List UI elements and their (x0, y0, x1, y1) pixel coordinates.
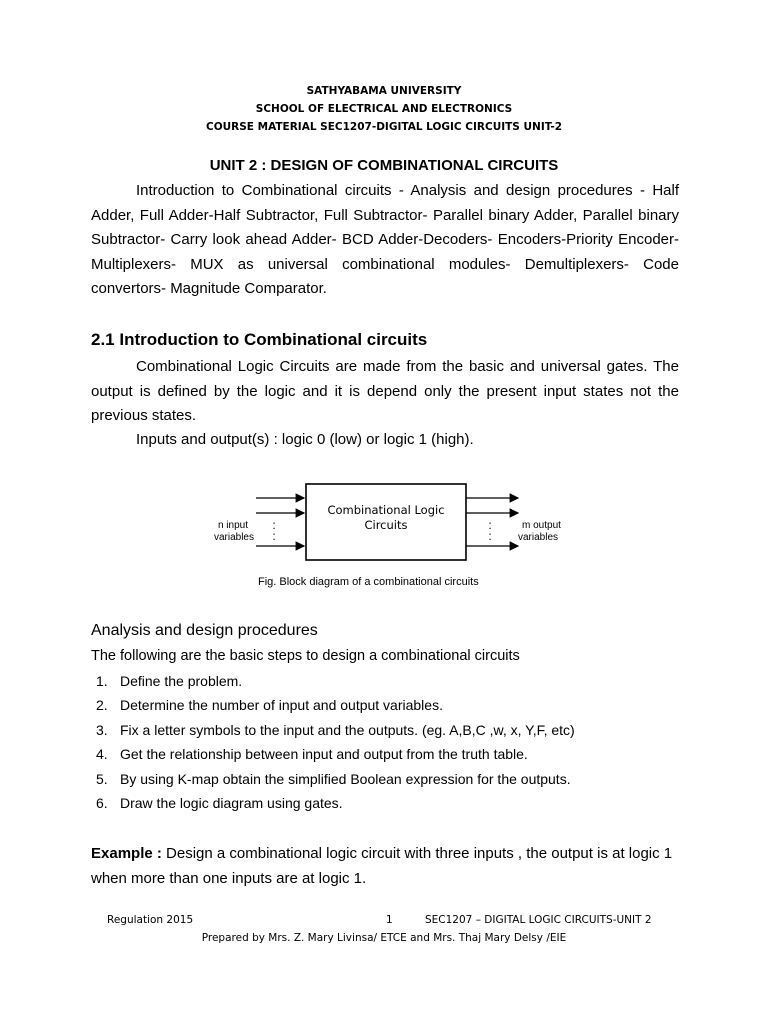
intro-line: Adder, Full Adder-Half Subtractor, Full Subtractor- Parallel binary Adder, Parallel binary (91, 206, 679, 224)
box-label-line1: Combinational Logic (327, 503, 445, 517)
example-line1 (91, 845, 672, 862)
output-dots: : (488, 518, 492, 532)
input-dots: : (272, 529, 276, 543)
course-title: COURSE MATERIAL SEC1207-DIGITAL LOGIC CIRCUITS UNIT-2 (205, 121, 563, 133)
analysis-intro: The following are the basic steps to design a combinational circuits (91, 648, 520, 664)
example-line2: when more than one inputs are at logic 1. (91, 870, 367, 887)
analysis-heading: Analysis and design procedures (91, 622, 318, 639)
step-number: 6. (96, 794, 108, 811)
list-item (96, 670, 575, 694)
list-item (96, 743, 575, 767)
section-line: Combinational Logic Circuits are made from the basic and universal gates. The (136, 358, 679, 375)
step-text: Fix a letter symbols to the input and the outputs. (eg. A,B,C ,w, x, Y,F, etc) (120, 721, 575, 738)
intro-paragraph (91, 179, 679, 302)
step-number: 2. (96, 697, 108, 714)
section-line: output is defined by the logic and it is depend only the present input states not the (91, 382, 679, 400)
list-item (96, 694, 575, 718)
step-text: Determine the number of input and output variables. (120, 697, 443, 714)
footer-prepared-by: Prepared by Mrs. Z. Mary Livinsa/ ETCE and Mrs. Thaj Mary Delsy /EIE (201, 932, 567, 944)
step-text: By using K-map obtain the simplified Boolean expression for the outputs. (120, 770, 571, 787)
step-text: Get the relationship between input and output from the truth table. (120, 746, 528, 763)
input-label-line2: variables (213, 532, 254, 543)
section-title: 2.1 Introduction to Combinational circuits (91, 330, 428, 349)
list-item (96, 768, 575, 792)
list-item (96, 719, 575, 743)
step-number: 3. (96, 721, 108, 738)
output-label-line1: m output (522, 520, 561, 531)
output-label-line2: variables (518, 532, 559, 543)
section-paragraph (91, 355, 679, 429)
figure-caption: Fig. Block diagram of a combinational circuits (258, 576, 479, 588)
step-text: Define the problem. (120, 673, 243, 689)
unit-title: UNIT 2 : DESIGN OF COMBINATIONAL CIRCUITS (209, 157, 559, 174)
input-label-line1: n input (217, 520, 248, 531)
box-label-line2: Circuits (364, 518, 408, 532)
intro-line: Introduction to Combinational circuits - Analysis and design procedures - Half (136, 182, 679, 199)
block-diagram (200, 478, 580, 574)
steps-list (96, 670, 575, 816)
output-dots: : (488, 529, 492, 543)
input-dots: : (272, 518, 276, 532)
step-number: 4. (96, 746, 108, 763)
footer-page-number: 1 (386, 914, 393, 926)
intro-line: Subtractor- Carry look ahead Adder- BCD Adder-Decoders- Encoders-Priority Encoder- (91, 231, 679, 248)
example-label: Example : (91, 845, 162, 862)
step-number: 1. (96, 673, 108, 689)
university-name: SATHYABAMA UNIVERSITY (306, 85, 462, 97)
io-line: Inputs and output(s) : logic 0 (low) or logic 1 (high). (136, 431, 474, 448)
section-line: previous states. (91, 407, 197, 424)
list-item (96, 792, 575, 816)
intro-line: convertors- Magnitude Comparator. (91, 280, 327, 297)
intro-line: Multiplexers- MUX as universal combinational modules- Demultiplexers- Code (91, 255, 679, 273)
footer-regulation: Regulation 2015 (107, 914, 194, 926)
example-text: Design a combinational logic circuit with three inputs , the output is at logic 1 (161, 845, 673, 862)
step-number: 5. (96, 770, 108, 787)
school-name: SCHOOL OF ELECTRICAL AND ELECTRONICS (255, 103, 513, 115)
step-text: Draw the logic diagram using gates. (120, 794, 343, 811)
footer-course: SEC1207 – DIGITAL LOGIC CIRCUITS-UNIT 2 (425, 914, 652, 926)
